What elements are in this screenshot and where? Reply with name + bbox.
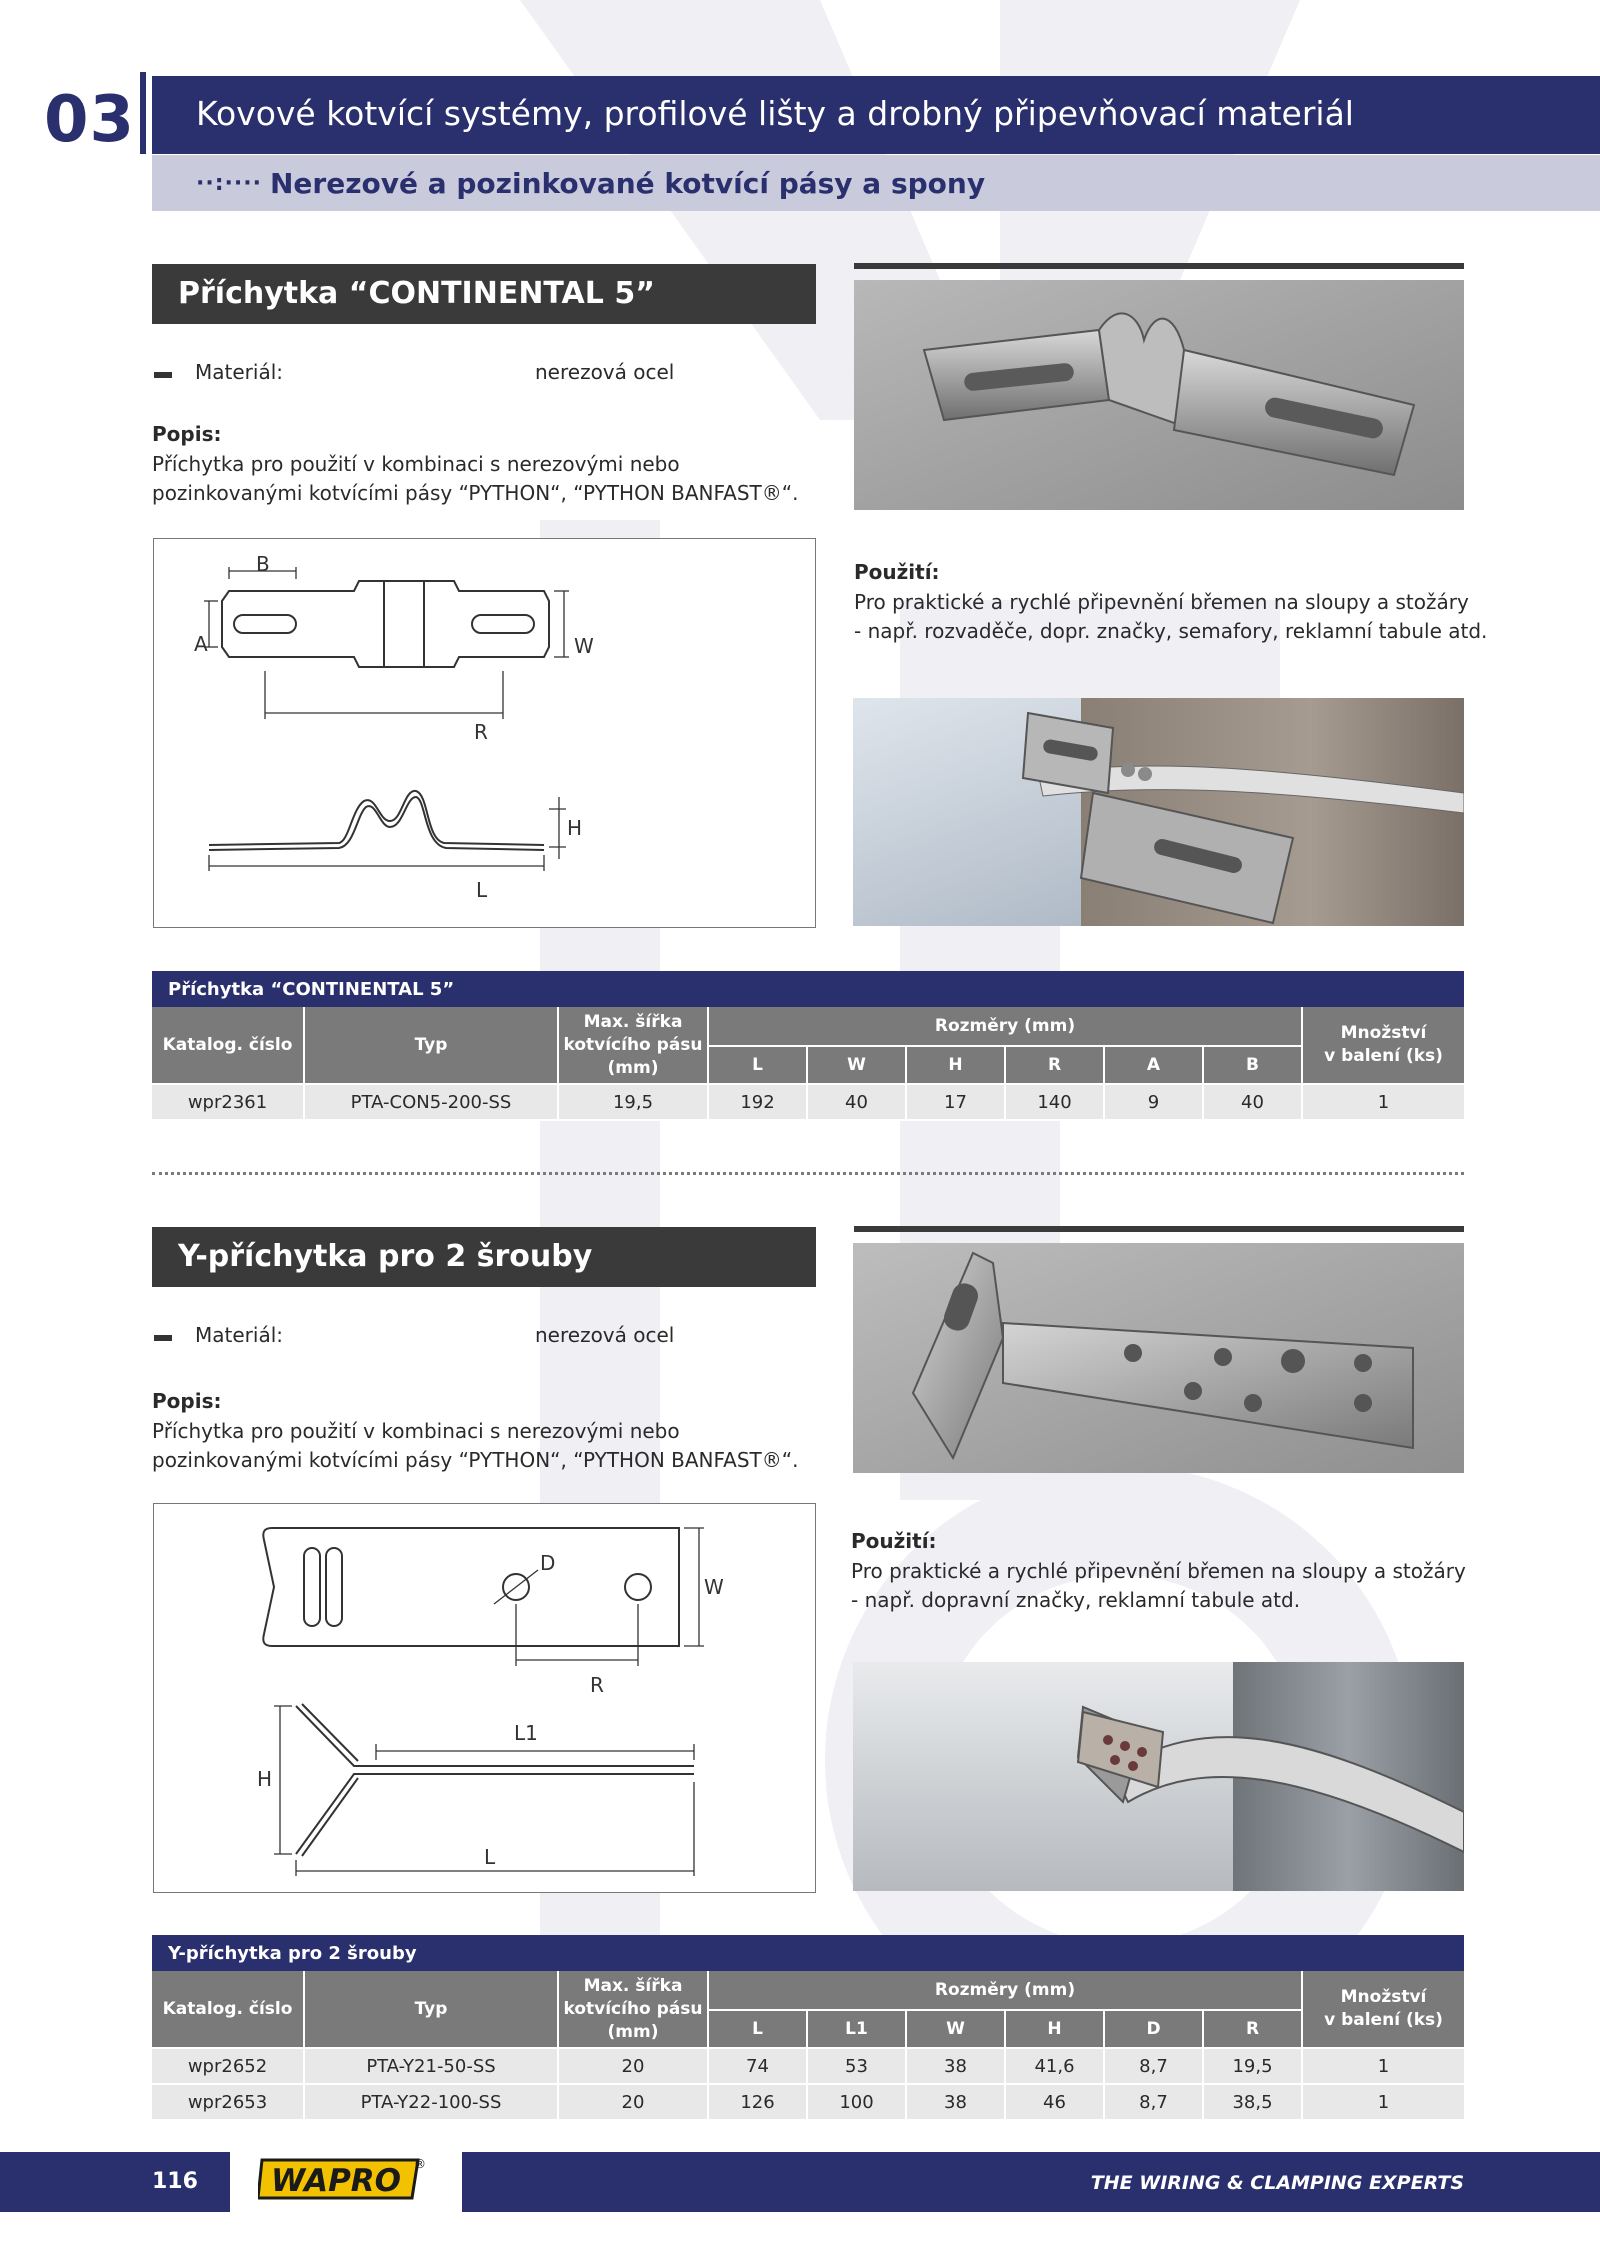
section1-application-photo bbox=[853, 698, 1464, 926]
dim-label-r: R bbox=[590, 1673, 604, 1697]
section1-material-label: Materiál: bbox=[195, 360, 283, 384]
col-header-max-width: Max. šířka kotvícího pásu (mm) bbox=[558, 1007, 708, 1084]
page-number: 116 bbox=[152, 2169, 198, 2194]
dim-header-h: H bbox=[1005, 2010, 1104, 2048]
dim-header-w: W bbox=[906, 2010, 1005, 2048]
dim-label-a: A bbox=[194, 632, 208, 656]
section2-popis-label: Popis: bbox=[152, 1389, 222, 1413]
section1-popis-line1: Příchytka pro použití v kombinaci s nerezovými nebo bbox=[152, 452, 680, 476]
section2-pouziti-label: Použití: bbox=[851, 1529, 937, 1553]
col-header-dimensions: Rozměry (mm) bbox=[708, 1007, 1302, 1046]
section1-photo-rule bbox=[854, 263, 1464, 269]
subtitle-dots-icon: ··:···· bbox=[196, 171, 262, 196]
chapter-divider bbox=[140, 72, 146, 154]
table-row: wpr2361 PTA-CON5-200-SS 19,5 192 40 17 140 9 40 1 bbox=[152, 1084, 1464, 1120]
dim-label-w: W bbox=[704, 1575, 724, 1599]
section2-spec-table bbox=[152, 1935, 1464, 2121]
dim-header-r: R bbox=[1203, 2010, 1302, 2048]
page-title: Kovové kotvící systémy, profilové lišty a drobný připevňovací materiál bbox=[196, 94, 1354, 133]
footer-slogan: THE WIRING & CLAMPING EXPERTS bbox=[1090, 2172, 1464, 2194]
dim-label-l: L bbox=[476, 878, 488, 902]
section2-table-title: Y-příchytka pro 2 šrouby bbox=[152, 1935, 1464, 1971]
section2-popis-line2: pozinkovanými kotvícími pásy “PYTHON“, “PYTHON BANFAST®“. bbox=[152, 1448, 799, 1472]
dim-label-l1: L1 bbox=[514, 1721, 538, 1745]
section2-product-photo bbox=[853, 1243, 1464, 1473]
dim-header-a: A bbox=[1104, 1046, 1203, 1084]
col-header-dimensions: Rozměry (mm) bbox=[708, 1971, 1302, 2010]
dim-label-b: B bbox=[256, 552, 270, 576]
section2-pouziti-line1: Pro praktické a rychlé připevnění břemen na sloupy a stožáry bbox=[851, 1559, 1466, 1583]
bullet-icon bbox=[154, 372, 172, 378]
section1-pouziti-line1: Pro praktické a rychlé připevnění břemen na sloupy a stožáry bbox=[854, 590, 1469, 614]
logo-registered: ® bbox=[414, 2157, 426, 2171]
section2-material-label: Materiál: bbox=[195, 1323, 283, 1347]
section1-dimension-diagram bbox=[153, 538, 816, 928]
dim-header-w: W bbox=[807, 1046, 906, 1084]
dim-header-l: L bbox=[708, 2010, 807, 2048]
section2-title: Y-příchytka pro 2 šrouby bbox=[178, 1239, 593, 1274]
section1-table-title: Příchytka “CONTINENTAL 5” bbox=[152, 971, 1464, 1007]
section1-title: Příchytka “CONTINENTAL 5” bbox=[178, 276, 655, 311]
dim-header-r: R bbox=[1005, 1046, 1104, 1084]
section1-popis-line2: pozinkovanými kotvícími pásy “PYTHON“, “PYTHON BANFAST®“. bbox=[152, 481, 799, 505]
section2-material-value: nerezová ocel bbox=[535, 1323, 675, 1347]
section2-dimension-diagram bbox=[153, 1503, 816, 1893]
page-subtitle: Nerezové a pozinkované kotvící pásy a spony bbox=[270, 167, 986, 200]
dim-label-h: H bbox=[567, 816, 583, 840]
col-header-quantity: Množství v balení (ks) bbox=[1302, 1971, 1464, 2048]
dim-header-d: D bbox=[1104, 2010, 1203, 2048]
section2-application-photo bbox=[853, 1662, 1464, 1891]
dim-header-h: H bbox=[906, 1046, 1005, 1084]
section2-popis-line1: Příchytka pro použití v kombinaci s nerezovými nebo bbox=[152, 1419, 680, 1443]
section2-header bbox=[152, 1227, 816, 1287]
bullet-icon bbox=[154, 1335, 172, 1341]
col-header-catalog: Katalog. číslo bbox=[152, 1007, 304, 1084]
section1-header bbox=[152, 264, 816, 324]
dim-label-d: D bbox=[540, 1551, 556, 1575]
section1-spec-table bbox=[152, 971, 1464, 1121]
chapter-number: 03 bbox=[44, 83, 136, 157]
wapro-logo bbox=[258, 2154, 426, 2204]
dim-label-w: W bbox=[574, 634, 594, 658]
dim-header-b: B bbox=[1203, 1046, 1302, 1084]
dim-label-l: L bbox=[484, 1845, 496, 1869]
section1-product-photo bbox=[854, 280, 1464, 510]
col-header-type: Typ bbox=[304, 1971, 558, 2048]
col-header-quantity: Množství v balení (ks) bbox=[1302, 1007, 1464, 1084]
section2-photo-rule bbox=[854, 1226, 1464, 1232]
logo-text: WAPRO bbox=[270, 2163, 402, 2199]
table-row: wpr2652 PTA-Y21-50-SS 20 74 53 38 41,6 8,7 19,5 1 bbox=[152, 2048, 1464, 2084]
dim-label-h: H bbox=[257, 1767, 273, 1791]
col-header-type: Typ bbox=[304, 1007, 558, 1084]
section-divider bbox=[152, 1172, 1464, 1175]
table-row: wpr2653 PTA-Y22-100-SS 20 126 100 38 46 8,7 38,5 1 bbox=[152, 2084, 1464, 2120]
dim-label-r: R bbox=[474, 720, 488, 744]
dim-header-l: L bbox=[708, 1046, 807, 1084]
section1-pouziti-label: Použití: bbox=[854, 560, 940, 584]
dim-header-l1: L1 bbox=[807, 2010, 906, 2048]
section1-popis-label: Popis: bbox=[152, 422, 222, 446]
section1-material-value: nerezová ocel bbox=[535, 360, 675, 384]
section1-pouziti-line2: - např. rozvaděče, dopr. značky, semafory, reklamní tabule atd. bbox=[854, 619, 1488, 643]
col-header-catalog: Katalog. číslo bbox=[152, 1971, 304, 2048]
section2-pouziti-line2: - např. dopravní značky, reklamní tabule atd. bbox=[851, 1588, 1301, 1612]
col-header-max-width: Max. šířka kotvícího pásu (mm) bbox=[558, 1971, 708, 2048]
